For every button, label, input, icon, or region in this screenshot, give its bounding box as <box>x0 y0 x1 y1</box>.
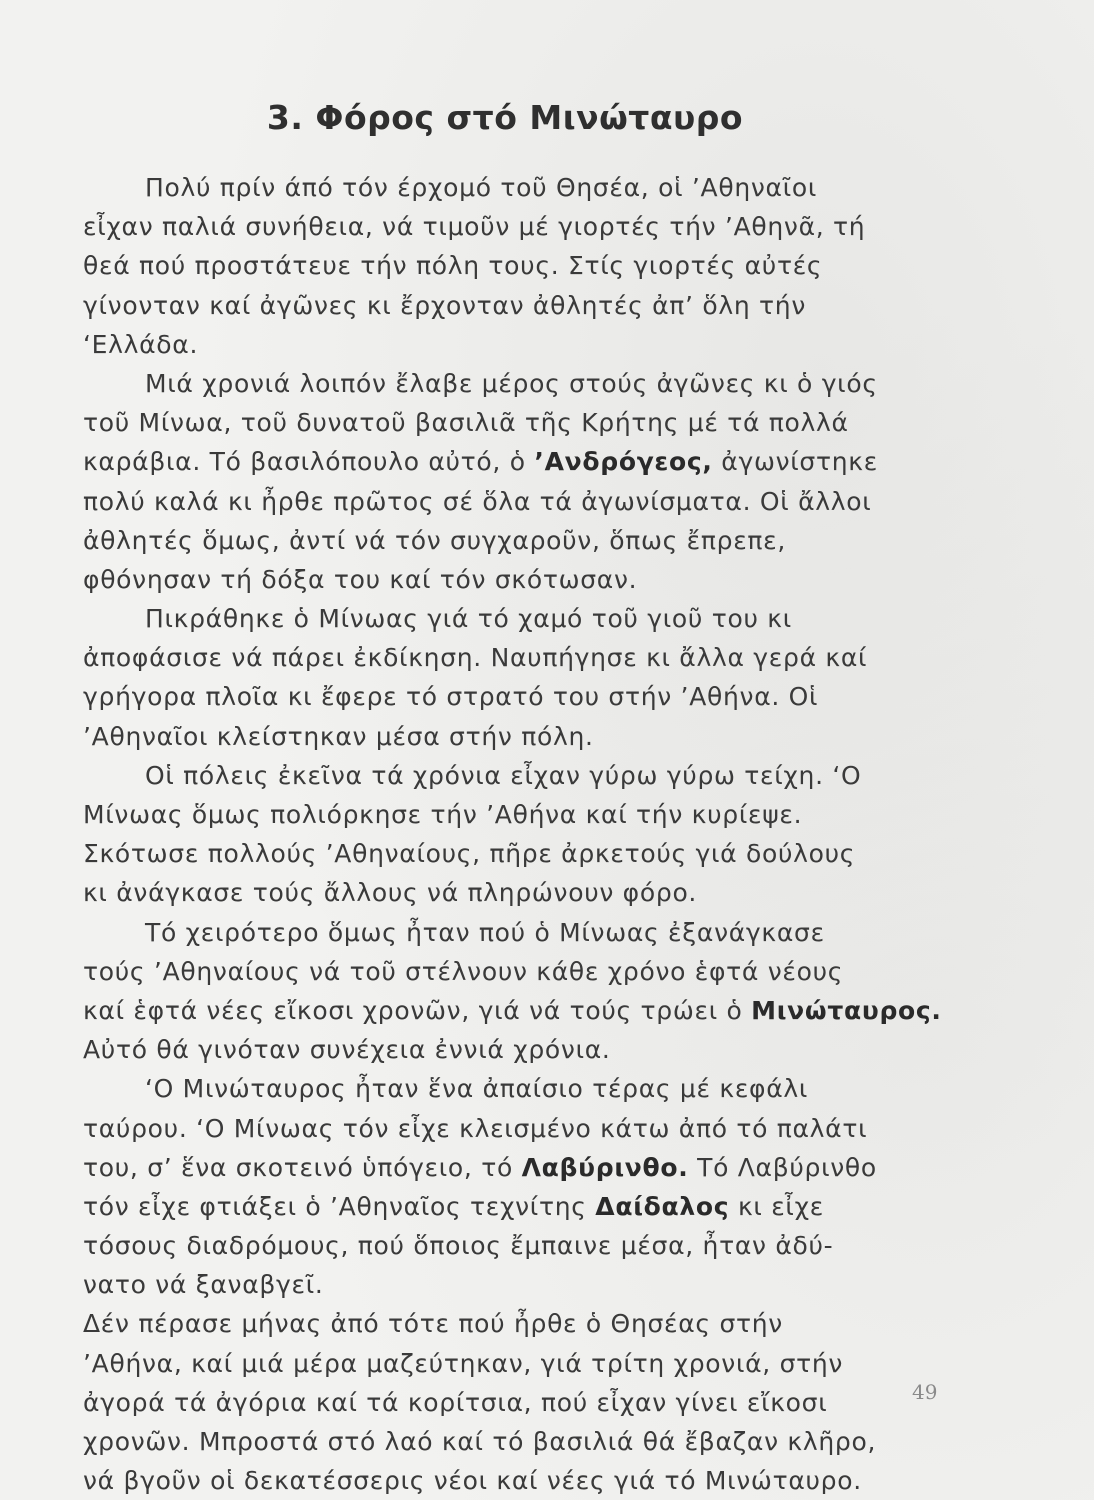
text-line: ’Αθήνα, καί μιά μέρα μαζεύτηκαν, γιά τρίτη χρονιά, στήν <box>83 1348 844 1378</box>
text-line: Πολύ πρίν άπό τόν έρχομό τοῦ Θησέα, οἱ ’Αθηναῖοι <box>145 173 818 202</box>
text-line: χρονῶν. Μπροστά στό λαό καί τό βασιλιά θά ἔβαζαν κλῆρο, <box>83 1427 877 1456</box>
bold-name-minotaur: Μινώταυρος. <box>751 995 942 1025</box>
page-number: 49 <box>912 1380 938 1404</box>
text-line: εἶχαν παλιά συνήθεια, νά τιμοῦν μέ γιορτές τήν ’Αθηνᾶ, τή <box>83 212 866 242</box>
bold-name-labyrinth: Λαβύρινθο. <box>521 1152 689 1182</box>
text-line: ἀποφάσισε νά πάρει ἐκδίκηση. Ναυπήγησε κι ἄλλα γερά καί <box>83 643 868 673</box>
paragraph-3 <box>83 599 943 756</box>
text-line: τόσους διαδρόμους, πού ὅποιος ἔμπαινε μέσα, ἦταν ἀδύ- <box>83 1231 834 1261</box>
paragraph-2 <box>83 364 943 599</box>
text-line: Μιά χρονιά λοιπόν ἔλαβε μέρος στούς ἀγῶνες κι ὁ γιός <box>145 368 878 398</box>
text-span: κι εἶχε <box>729 1191 824 1221</box>
text-line: γίνονταν καί ἀγῶνες κι ἔρχονταν ἀθλητές ἀπ’ ὅλη τήν <box>83 290 806 320</box>
text-line: θεά πού προστάτευε τήν πόλη τους. Στίς γιορτές αὐτές <box>83 251 823 281</box>
text-line <box>83 991 943 1030</box>
paragraph-1 <box>83 168 943 364</box>
text-line: πολύ καλά κι ἦρθε πρῶτος σέ ὅλα τά ἀγωνίσματα. Οἱ ἄλλοι <box>83 486 872 516</box>
chapter-title: 3. Φόρος στό Μινώταυρο <box>266 98 744 137</box>
text-line: ‘Ελλάδα. <box>83 329 199 359</box>
text-line: Πικράθηκε ὁ Μίνωας γιά τό χαμό τοῦ γιοῦ του κι <box>145 604 792 634</box>
paragraph-6 <box>83 1069 943 1304</box>
text-line: ‘Ο Μινώταυρος ἦταν ἕνα ἀπαίσιο τέρας μέ κεφάλι <box>145 1074 809 1104</box>
text-line: Οἱ πόλεις ἐκεῖνα τά χρόνια εἶχαν γύρω γύρω τείχη. ‘Ο <box>145 760 862 790</box>
paragraph-4 <box>83 756 943 913</box>
text-line: ταύρου. ‘Ο Μίνωας τόν εἶχε κλεισμένο κάτω ἀπό τό παλάτι <box>83 1113 868 1143</box>
text-span: του, σ’ ἕνα σκοτεινό ὑπόγειο, τό <box>83 1152 522 1182</box>
text-span: τόν εἶχε φτιάξει ὁ ’Αθηναῖος τεχνίτης <box>83 1191 596 1221</box>
text-line <box>83 1148 943 1187</box>
text-span: καί ἑφτά νέες εἴκοσι χρονῶν, γιά νά τούς τρώει ὁ <box>83 995 752 1025</box>
text-line: νατο νά ξαναβγεῖ. <box>83 1270 324 1300</box>
text-line: ’Αθηναῖοι κλείστηκαν μέσα στήν πόλη. <box>83 721 594 751</box>
paragraph-5 <box>83 913 943 1070</box>
body-text <box>83 168 943 1500</box>
text-line <box>83 1187 943 1226</box>
text-span: καράβια. Τό βασιλόπουλο αὐτό, ὁ <box>83 447 535 477</box>
text-line: τούς ’Αθηναίους νά τοῦ στέλνουν κάθε χρόνο ἑφτά νέους <box>83 956 844 986</box>
text-line: κι ἀνάγκασε τούς ἄλλους νά πληρώνουν φόρο. <box>83 878 698 908</box>
text-span: Τό Λαβύρινθο <box>688 1152 877 1182</box>
text-line: ἀθλητές ὅμως, ἀντί νά τόν συγχαροῦν, ὅπως ἔπρεπε, <box>83 525 787 555</box>
text-line: Μίνωας ὅμως πολιόρκησε τήν ’Αθήνα καί τήν κυρίεψε. <box>83 800 803 829</box>
text-line: γρήγορα πλοῖα κι ἔφερε τό στρατό του στήν ’Αθήνα. Οἱ <box>83 682 819 712</box>
text-line <box>83 442 943 481</box>
text-line: τοῦ Μίνωα, τοῦ δυνατοῦ βασιλιᾶ τῆς Κρήτης μέ τά πολλά <box>83 408 849 438</box>
text-line: Τό χειρότερο ὅμως ἦταν πού ὁ Μίνωας ἐξανάγκασε <box>145 917 825 947</box>
paragraph-7 <box>83 1304 943 1500</box>
text-span: ἀγωνίστηκε <box>712 447 878 477</box>
text-line: νά βγοῦν οἱ δεκατέσσερις νέοι καί νέες γιά τό Μινώταυρο. <box>83 1466 862 1496</box>
text-line: ἀγορά τά ἀγόρια καί τά κορίτσια, πού εἶχαν γίνει εἴκοσι <box>83 1387 828 1417</box>
text-line: Δέν πέρασε μήνας ἀπό τότε πού ἦρθε ὁ Θησέας στήν <box>83 1309 783 1339</box>
text-line: Αὐτό θά γινόταν συνέχεια ἐννιά χρόνια. <box>83 1035 611 1065</box>
text-line: Σκότωσε πολλούς ’Αθηναίους, πῆρε ἀρκετούς γιά δούλους <box>83 839 856 869</box>
bold-name-daedalus: Δαίδαλος <box>595 1191 730 1221</box>
text-line: φθόνησαν τή δόξα του καί τόν σκότωσαν. <box>83 564 638 594</box>
bold-name-androgeos: ’Ανδρόγεος, <box>534 447 713 477</box>
